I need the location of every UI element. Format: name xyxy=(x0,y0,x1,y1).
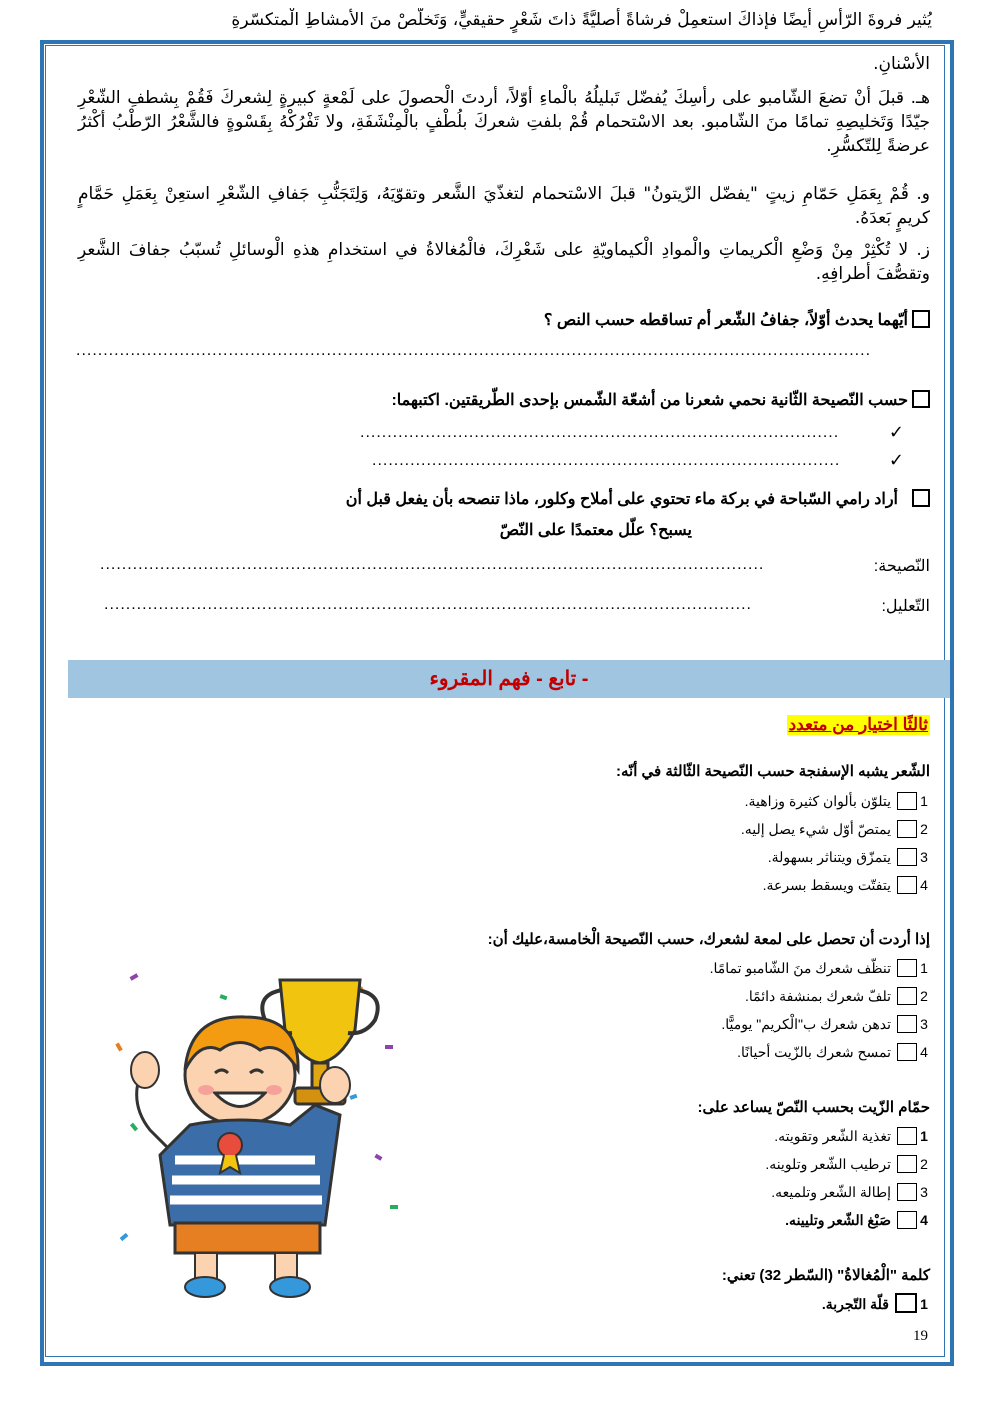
checkbox-icon xyxy=(897,1043,917,1061)
mcq3-option-2[interactable]: 2ترطيب الشّعر وتلوينه. xyxy=(765,1156,928,1172)
question-2 xyxy=(391,390,930,410)
page-number: 19 xyxy=(913,1328,928,1344)
mcq1-option-2[interactable]: 2يمتصّ أوّل شيء يصل إليه. xyxy=(740,821,928,837)
paragraph-continuation: الأسْنانِ. xyxy=(873,54,930,74)
checkbox-icon[interactable] xyxy=(912,390,930,408)
mcq-question-2: إذا أردت أن تحصل على لمعة لشعرك، حسب النّصيحة الْخامسة،عليك أن: xyxy=(487,931,930,948)
mcq1-option-4[interactable]: 4يتفتّت ويسقط بسرعة. xyxy=(762,877,928,893)
mcq2-option-3[interactable]: 3تدهن شعرك ب"الْكريم" يوميًّا. xyxy=(721,1016,928,1032)
mcq1-option-1[interactable]: 1يتلوّن بألوان كثيرة وزاهية. xyxy=(744,793,928,809)
advice-answer-line[interactable]: .......................................................................................................................... xyxy=(100,556,765,573)
checkbox-icon xyxy=(897,1183,917,1201)
checkbox-icon xyxy=(897,848,917,866)
checkbox-icon xyxy=(897,820,917,838)
section-banner: تابع - فهم المقروء - xyxy=(68,660,950,698)
checkmark-icon: ✓ xyxy=(888,422,904,443)
checkbox-icon xyxy=(897,876,917,894)
question-1-text: أيّهما يحدث أوّلاً، جفافُ الشّعر أم تساقطه حسب النص ؟ xyxy=(543,312,908,329)
cut-off-line: يُثير فروةَ الرّأسِ أيضًا فإذاكَ استعمِلْ فرشاةً أصليَّةً ذاتَ شَعْرٍ حقيقيٍّ، وَتَخلَّصْ منَ الأمشاطِ الْمتكسّرةِ xyxy=(231,10,932,30)
checkmark-icon: ✓ xyxy=(888,450,904,471)
mcq-question-1: الشّعر يشبه الإسفنجة حسب النّصيحة الثّالثة في أنّه: xyxy=(616,763,930,780)
checkbox-icon[interactable] xyxy=(912,489,930,507)
question-1 xyxy=(544,310,930,330)
reason-answer-line[interactable]: ....................................................................................................................... xyxy=(104,596,752,613)
mcq4-option-1[interactable]: 1قلّة التّجربة. xyxy=(822,1293,930,1315)
mcq3-option-3[interactable]: 3إطالة الشّعر وتلميعه. xyxy=(771,1184,928,1200)
reason-label: التّعليل: xyxy=(881,598,930,615)
question-2-text: حسب النّصيحة الثّانية نحمي شعرنا من أشعّة الشّمس بإحدى الطّريقتين. اكتبهما: xyxy=(391,392,908,409)
checkbox-icon xyxy=(897,792,917,810)
mcq-question-3: حمّام الزّيت بحسب النّصّ يساعد على: xyxy=(697,1099,930,1116)
mcq3-option-4[interactable]: 4صَبْغ الشّعر وتليينه. xyxy=(785,1212,928,1228)
answer-line-1[interactable]: .................................................................................................................................................. xyxy=(76,342,872,359)
checkbox-icon xyxy=(897,1015,917,1033)
question-3-text: أراد رامي السّباحة في بركة ماء تحتوي على أملاح وكلور، ماذا تنصحه بأن يفعل قبل أن xyxy=(345,491,898,508)
mcq2-option-2[interactable]: 2تلفّ شعرك بمنشفة دائمًا. xyxy=(744,988,928,1004)
answer-line-2b[interactable]: ...................................................................................... xyxy=(372,452,841,469)
question-3-line2: يسبح؟ علّل معتمدًا على النّصّ xyxy=(499,522,692,539)
advice-label: النّصيحة: xyxy=(873,558,930,575)
checkbox-icon xyxy=(897,987,917,1005)
paragraph-h: هـ. قبلَ أنْ تضعَ الشّامبو على رأسِكَ يُفضّل تَبليلُهُ بالْماءِ أوّلاً، أردتَ الْحصولَ على لَمْعةٍ كبيرةٍ لِشعركَ فَقُمْ بِشطفِ الشّعْرِ جيّدًا وَتَخليصِهِ تمامًا منَ الشّامبو. بعد الاسْتحمام قُمْ بلفتِ شعركَ بلُطْفٍ بالْمِنْشَفَةِ، ولا تَفْرُكْهُ بِقَسْوةٍ فالشَّعْرُ الرّطْبُ أكْثرُ عرضةً لِلتّكسُّرِ. xyxy=(78,88,930,156)
mcq1-option-3[interactable]: 3يتمزّق ويتناثر بسهولة. xyxy=(767,849,928,865)
checkbox-icon xyxy=(895,1293,917,1313)
mcq2-option-1[interactable]: 1تنظّف شعرك منَ الشّامبو تمامًا. xyxy=(709,960,928,976)
paragraph-z: ز. لا تُكْثِرْ مِنْ وَضْعِ الْكريماتِ والْموادِ الْكيماويّةِ على شَعْرِكَ، فالْمُغالاةُ في استخدامِ هذهِ الْوسائلِ تُسبّبُ جفافَ الشَّعرِ وتقصُّفَ أطرافِهِ. xyxy=(78,240,930,284)
answer-line-2a[interactable]: ........................................................................................ xyxy=(360,424,840,441)
question-3 xyxy=(90,485,930,515)
checkbox-icon xyxy=(897,959,917,977)
mcq-question-4: كلمة "الْمُغالاةُ" (السّطر 32) تعني: xyxy=(721,1267,930,1284)
mcq2-option-4[interactable]: 4تمسح شعرك بالزّيت أحيانًا. xyxy=(737,1044,928,1060)
paragraph-w: و. قُمْ بِعَمَلِ حَمّامِ زيتٍ "يفضّل الزّيتونُ" قبلَ الاسْتحمام لتغذّيَ الشَّعر وتقوّيَهُ، وَلِتَجَنُّبِ جَفافِ الشّعْرِ استعِنْ بِعَمَلِ حَمَّامٍ كريمٍ بَعدَهُ. xyxy=(78,184,930,228)
boy-with-trophy-illustration xyxy=(100,955,420,1300)
section-title: ثالثًا اختيار من متعدد xyxy=(788,715,928,734)
checkbox-icon xyxy=(897,1211,917,1229)
mcq3-option-1[interactable]: 1تغذية الشّعر وتقويته. xyxy=(774,1128,928,1144)
checkbox-icon xyxy=(897,1127,917,1145)
checkbox-icon xyxy=(897,1155,917,1173)
checkbox-icon[interactable] xyxy=(912,310,930,328)
